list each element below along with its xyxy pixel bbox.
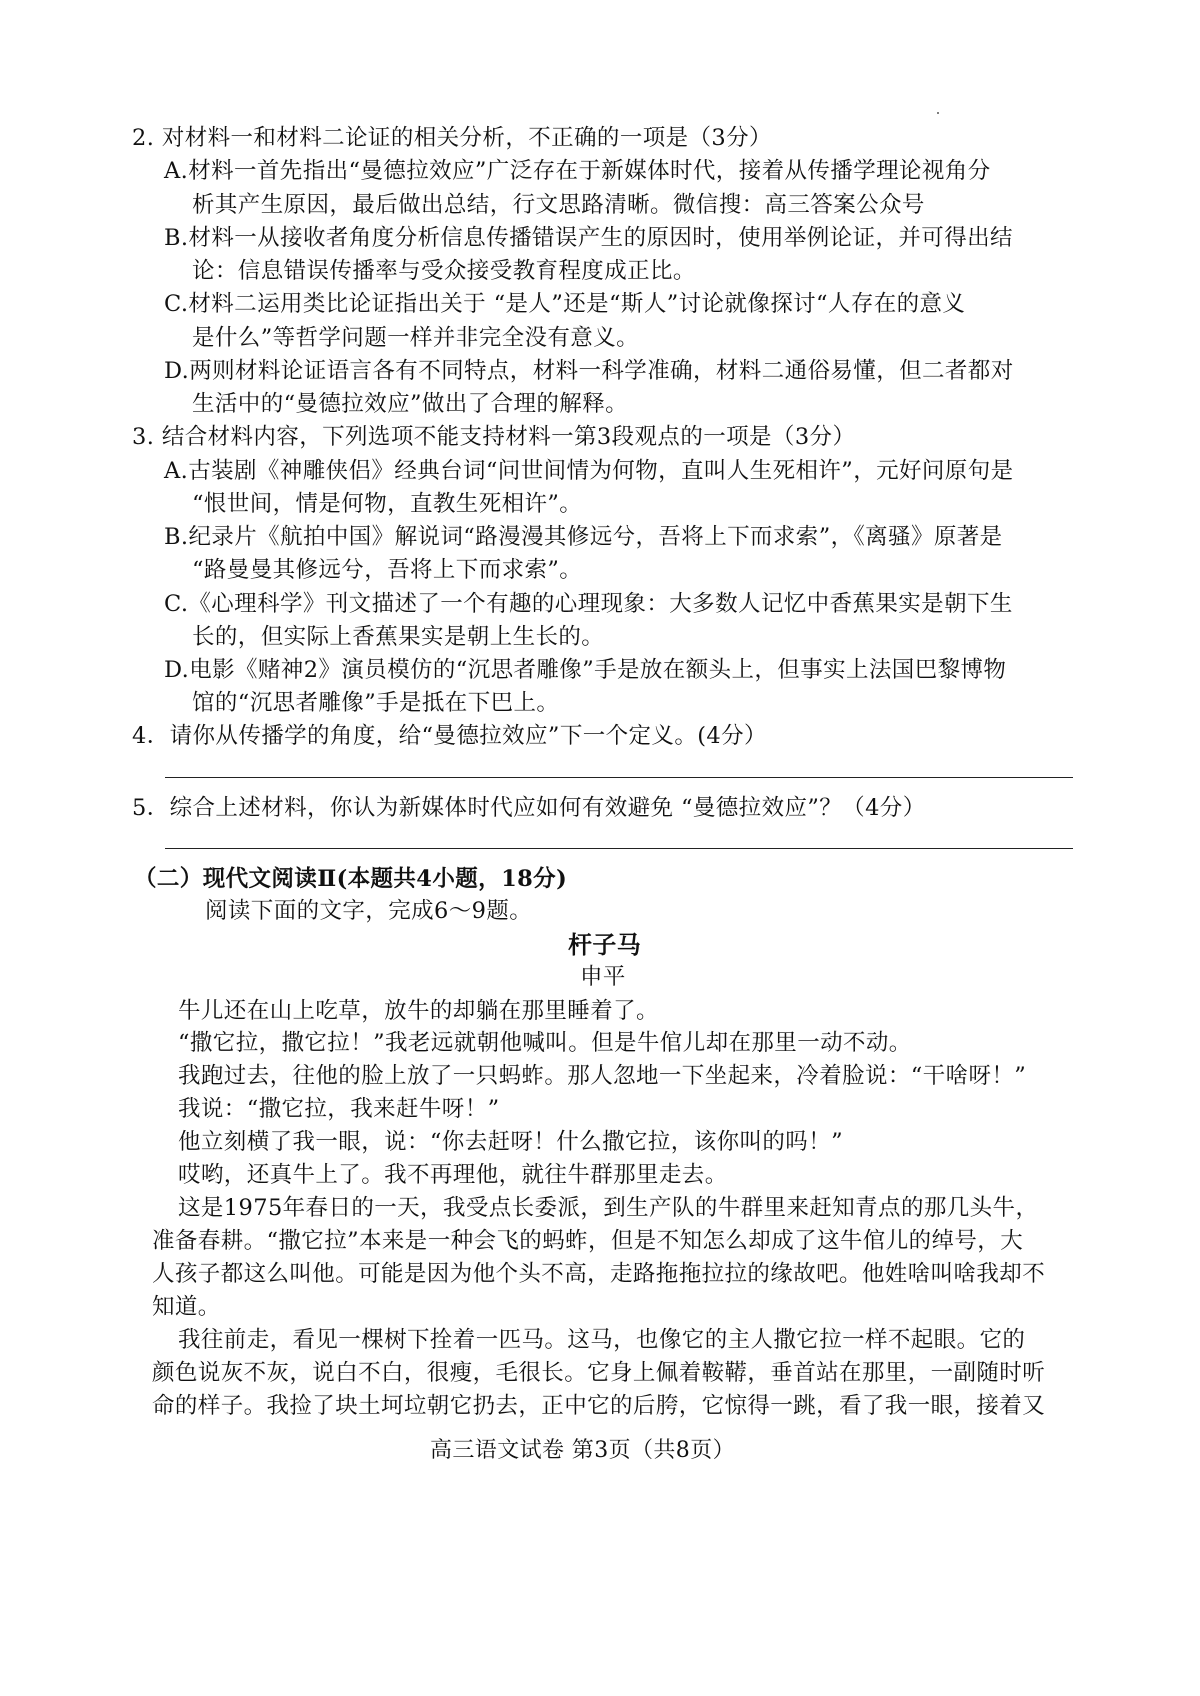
- story-line: 他立刻横了我一眼，说：“你去赶呀！什么撒它拉，该你叫的吗！”: [178, 1129, 844, 1155]
- story-title: 杆子马: [568, 930, 642, 959]
- question-3-option-c-cont: 长的，但实际上香蕉果实是朝上生长的。: [192, 624, 605, 650]
- story-line: 哎哟，还真牛上了。我不再理他，就往牛群那里走去。: [178, 1162, 728, 1188]
- question-4-stem: 4．请你从传播学的角度，给“曼德拉效应”下一个定义。(4分）: [132, 723, 767, 749]
- question-2-option-a-cont: 析其产生原因，最后做出总结，行文思路清晰。微信搜：高三答案公众号: [192, 192, 925, 218]
- story-line: 牛儿还在山上吃草，放牛的却躺在那里睡着了。: [178, 998, 659, 1024]
- question-3-option-b-cont: “路曼曼其修远兮，吾将上下而求索”。: [192, 557, 583, 583]
- story-line: “撒它拉，撒它拉！”我老远就朝他喊叫。但是牛倌儿却在那里一动不动。: [178, 1030, 912, 1056]
- story-paragraph-line: 知道。: [152, 1294, 221, 1320]
- story-line: 我说：“撒它拉，我来赶牛呀！”: [178, 1096, 500, 1122]
- question-2-option-a: A.材料一首先指出“曼德拉效应”广泛存在于新媒体时代，接着从传播学理论视角分: [164, 158, 991, 184]
- question-3-option-a-cont: “恨世间，情是何物，直教生死相许”。: [192, 491, 583, 517]
- question-5-answer-line[interactable]: [165, 848, 1073, 849]
- question-2-option-d-cont: 生活中的“曼德拉效应”做出了合理的解释。: [192, 391, 629, 417]
- question-4-answer-line[interactable]: [165, 777, 1073, 778]
- question-2-option-d: D.两则材料论证语言各有不同特点，材料一科学准确，材料二通俗易懂，但二者都对: [164, 358, 1014, 384]
- story-paragraph-line: 准备春耕。“撒它拉”本来是一种会飞的蚂蚱，但是不知怎么却成了这牛倌儿的绰号，大: [152, 1228, 1024, 1254]
- story-paragraph-line: 人孩子都这么叫他。可能是因为他个头不高，走路拖拖拉拉的缘故吧。他姓啥叫啥我却不: [152, 1261, 1046, 1287]
- question-2-option-c: C.材料二运用类比论证指出关于 “是人”还是“斯人”讨论就像探讨“人存在的意义: [164, 291, 966, 317]
- section-instruction: 阅读下面的文字，完成6～9题。: [205, 898, 533, 924]
- story-line: 我跑过去，往他的脸上放了一只蚂蚱。那人忽地一下坐起来，冷着脸说：“干啥呀！”: [178, 1063, 1027, 1089]
- scan-speck: [937, 112, 939, 114]
- question-3-stem: 3. 结合材料内容，下列选项不能支持材料一第3段观点的一项是（3分）: [132, 424, 856, 450]
- story-paragraph-line: 命的样子。我捡了块土坷垃朝它扔去，正中它的后胯，它惊得一跳，看了我一眼，接着又: [152, 1393, 1046, 1419]
- question-3-option-d: D.电影《赌神2》演员模仿的“沉思者雕像”手是放在额头上，但事实上法国巴黎博物: [164, 657, 1007, 683]
- page-footer: 高三语文试卷 第3页（共8页）: [430, 1438, 735, 1463]
- question-2-stem: 2. 对材料一和材料二论证的相关分析，不正确的一项是（3分）: [132, 125, 772, 151]
- question-3-option-a: A.古装剧《神雕侠侣》经典台词“问世间情为何物，直叫人生死相许”，元好问原句是: [164, 458, 1014, 484]
- story-author: 申平: [580, 964, 626, 990]
- question-3-option-d-cont: 馆的“沉思者雕像”手是抵在下巴上。: [192, 690, 560, 716]
- story-paragraph-line: 这是1975年春日的一天，我受点长委派，到生产队的牛群里来赶知青点的那几头牛，: [178, 1195, 1039, 1221]
- question-5-stem: 5．综合上述材料，你认为新媒体时代应如何有效避免 “曼德拉效应”？（4分）: [132, 795, 926, 821]
- story-paragraph-line: 我往前走，看见一棵树下拴着一匹马。这马，也像它的主人撒它拉一样不起眼。它的: [178, 1327, 1026, 1353]
- question-3-option-b: B.纪录片《航拍中国》解说词“路漫漫其修远兮，吾将上下而求索”，《离骚》原著是: [164, 524, 1003, 550]
- question-2-option-b: B.材料一从接收者角度分析信息传播错误产生的原因时，使用举例论证，并可得出结: [164, 225, 1013, 251]
- question-2-option-c-cont: 是什么”等哲学问题一样并非完全没有意义。: [192, 325, 640, 351]
- question-2-option-b-cont: 论：信息错误传播率与受众接受教育程度成正比。: [192, 258, 696, 284]
- section-heading: （二）现代文阅读Ⅱ(本题共4小题，18分): [134, 866, 568, 892]
- story-paragraph-line: 颜色说灰不灰，说白不白，很瘦，毛很长。它身上佩着鞍鞯，垂首站在那里，一副随时听: [152, 1360, 1046, 1386]
- question-3-option-c: C.《心理科学》刊文描述了一个有趣的心理现象：大多数人记忆中香蕉果实是朝下生: [164, 591, 1013, 617]
